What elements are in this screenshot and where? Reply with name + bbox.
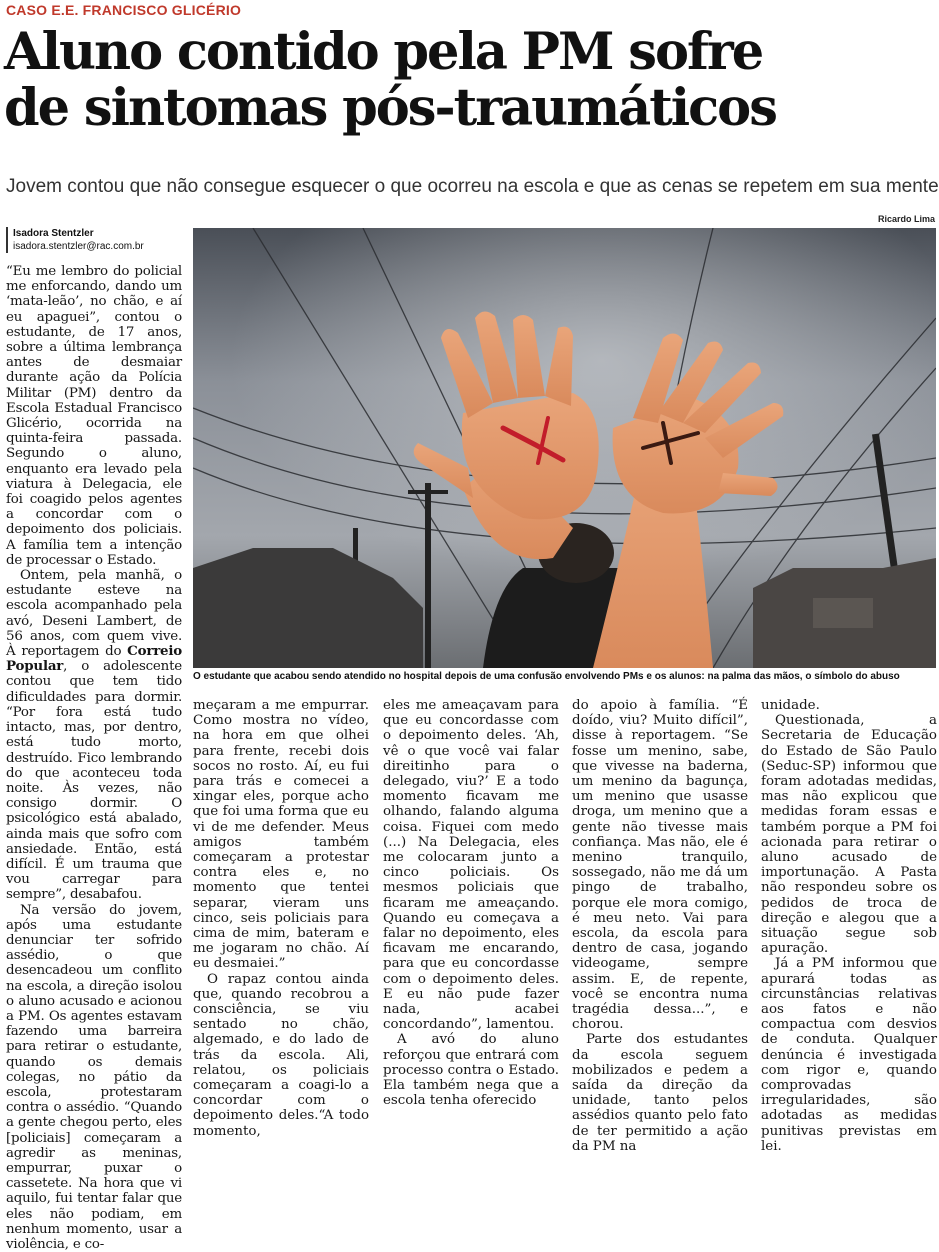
- photo-caption: O estudante que acabou sendo atendido no hospital depois de uma confusão envolvendo PMs e os alunos: na palma das mãos, o símbolo do abuso: [193, 671, 900, 682]
- headline-line-1: Aluno contido pela PM sofre: [4, 22, 763, 82]
- hands-photo-illustration: [193, 228, 936, 668]
- paragraph: “Eu me lembro do policial me enforcando, dando um ‘mata-leão’, no chão, e aí eu apaguei”, contou o estudante, de 17 anos, sobre a última lembrança antes de desmaiar durante ação da Polícia Militar (PM) dentro da Escola Estadual Francisco Glicério, ocorrida na quinta-feira passada. Segundo o aluno, enquanto era levado pela viatura à Delegacia, ele foi coagido pelos agentes a concordar com o depoimento dos policiais. A família tem a intenção de processar o Estado.: [6, 264, 182, 568]
- byline: [6, 227, 144, 253]
- section-kicker: CASO E.E. FRANCISCO GLICÉRIO: [6, 2, 242, 18]
- subheadline: Jovem contou que não consegue esquecer o que ocorreu na escola e que as cenas se repetem em sua mente: [6, 176, 939, 197]
- author-name: Isadora Stentzler: [13, 228, 94, 239]
- headline-line-2: de sintomas pós-traumáticos: [4, 78, 776, 138]
- article-photo: [193, 228, 936, 668]
- article-column-5: [761, 698, 937, 1154]
- paragraph: unidade.: [761, 698, 820, 713]
- photo-credit: Ricardo Lima: [877, 214, 935, 224]
- newspaper-name: Correio Popular: [6, 643, 182, 675]
- paragraph-text: Ontem, pela manhã, o estudante esteve na escola acompanhado pela avó, Deseni Lambert, de 56 anos, com quem vive. À reportagem do: [6, 568, 182, 660]
- paragraph: [6, 568, 182, 902]
- article-column-1: [6, 264, 182, 1252]
- article-column-4: [572, 698, 748, 1154]
- paragraph: Já a PM informou que apurará todas as circunstâncias relativas aos fatos e não compactua com desvios de conduta. Qualquer denúncia é investigada com rigor e, quando comprovadas irregularidades, são adotadas as medidas punitivas previstas em lei.: [761, 956, 937, 1154]
- paragraph: Na versão do jovem, após uma estudante denunciar ter sofrido assédio, o que desencadeou um conflito na escola, a direção isolou o aluno acusado e acionou a PM. Os agentes estavam fazendo uma barreira para retirar o estudante, quando os demais colegas, no pátio da escola, protestaram contra o assédio. “Quando a gente chegou perto, eles [policiais] começaram a agredir as meninas, empurrar, puxar o cassetete. Na hora que vi aquilo, fui tentar falar que eles não podiam, em nenhum momento, usar a violência, e co-: [6, 902, 182, 1252]
- author-email: isadora.stentzler@rac.com.br: [13, 241, 144, 252]
- paragraph-text: , o adolescente contou que tem tido dificuldades para dormir. “Por fora está tudo intacto, mas, por dentro, está tudo morto, destruído. Fico lembrando do que aconteceu toda noite. Às vezes, não consigo dormir. O psicológico está abalado, ainda mais que sofro com ansiedade. Então, está difícil. É um trauma que vou carregar para sempre”, desabafou.: [6, 659, 182, 903]
- paragraph: Parte dos estudantes da escola seguem mobilizados e pedem a saída da direção da unidade, tanto pelos assédios quanto pelo fato de ter permitido a ação da PM na: [572, 1032, 748, 1154]
- headline: [4, 24, 934, 136]
- paragraph: O rapaz contou ainda que, quando recobrou a consciência, se viu sentado no chão, algemado, e do lado de trás da escola. Ali, relatou, os policiais começaram a coagi-lo a concordar com o depoimento deles.“A todo momento,: [193, 971, 369, 1139]
- paragraph: A avó do aluno reforçou que entrará com processo contra o Estado. Ela também nega que a escola tenha oferecido: [383, 1032, 559, 1109]
- article-column-2: [193, 698, 369, 1139]
- paragraph: Questionada, a Secretaria de Educação do Estado de São Paulo (Seduc-SP) informou que foram adotadas medidas, mas não explicou que medidas foram essas e também porque a PM foi acionada para retirar o aluno acusado de importunação. A Pasta não respondeu sobre os pedidos de troca de direção e alegou que a situação segue sob apuração.: [761, 713, 937, 957]
- paragraph: meçaram a me empurrar. Como mostra no vídeo, na hora em que olhei para frente, recebi dois socos no rosto. Aí, eu fui para trás e comecei a xingar eles, porque acho que foi uma forma que eu vi de me defender. Meus amigos também começaram a protestar contra eles e, no momento que tentei separar, vieram uns cinco, seis policiais para cima de mim, bateram e me jogaram no chão. Aí eu desmaiei.”: [193, 698, 369, 972]
- article-column-3: [383, 698, 559, 1108]
- paragraph: do apoio à família. “É doído, viu? Muito difícil”, disse à reportagem. “Se fosse um menino, sabe, que vivesse na baderna, um menino da bagunça, um menino que usasse droga, um menino que a gente não tivesse mais confiança. Mas não, ele é menino tranquilo, sossegado, não me dá um pingo de trabalho, porque ele mora comigo, é meu neto. Vai para escola, da escola para dentro de casa, jogando videogame, sempre assim. E, de repente, você se encontra numa tragédia dessa...”, e chorou.: [572, 698, 748, 1033]
- paragraph: eles me ameaçavam para que eu concordasse com o depoimento deles. ‘Ah, vê o que você vai falar direitinho para o delegado, viu?’ E a todo momento ficavam me olhando, falando alguma coisa. Fiquei com medo (...) Na Delegacia, eles me colocaram junto a cinco policiais. Os mesmos policiais que ficaram me ameaçando. Quando eu começava a falar no depoimento, eles ficavam me encarando, para que eu concordasse com o depoimento deles. E eu não pude fazer nada, acabei concordando”, lamentou.: [383, 698, 559, 1033]
